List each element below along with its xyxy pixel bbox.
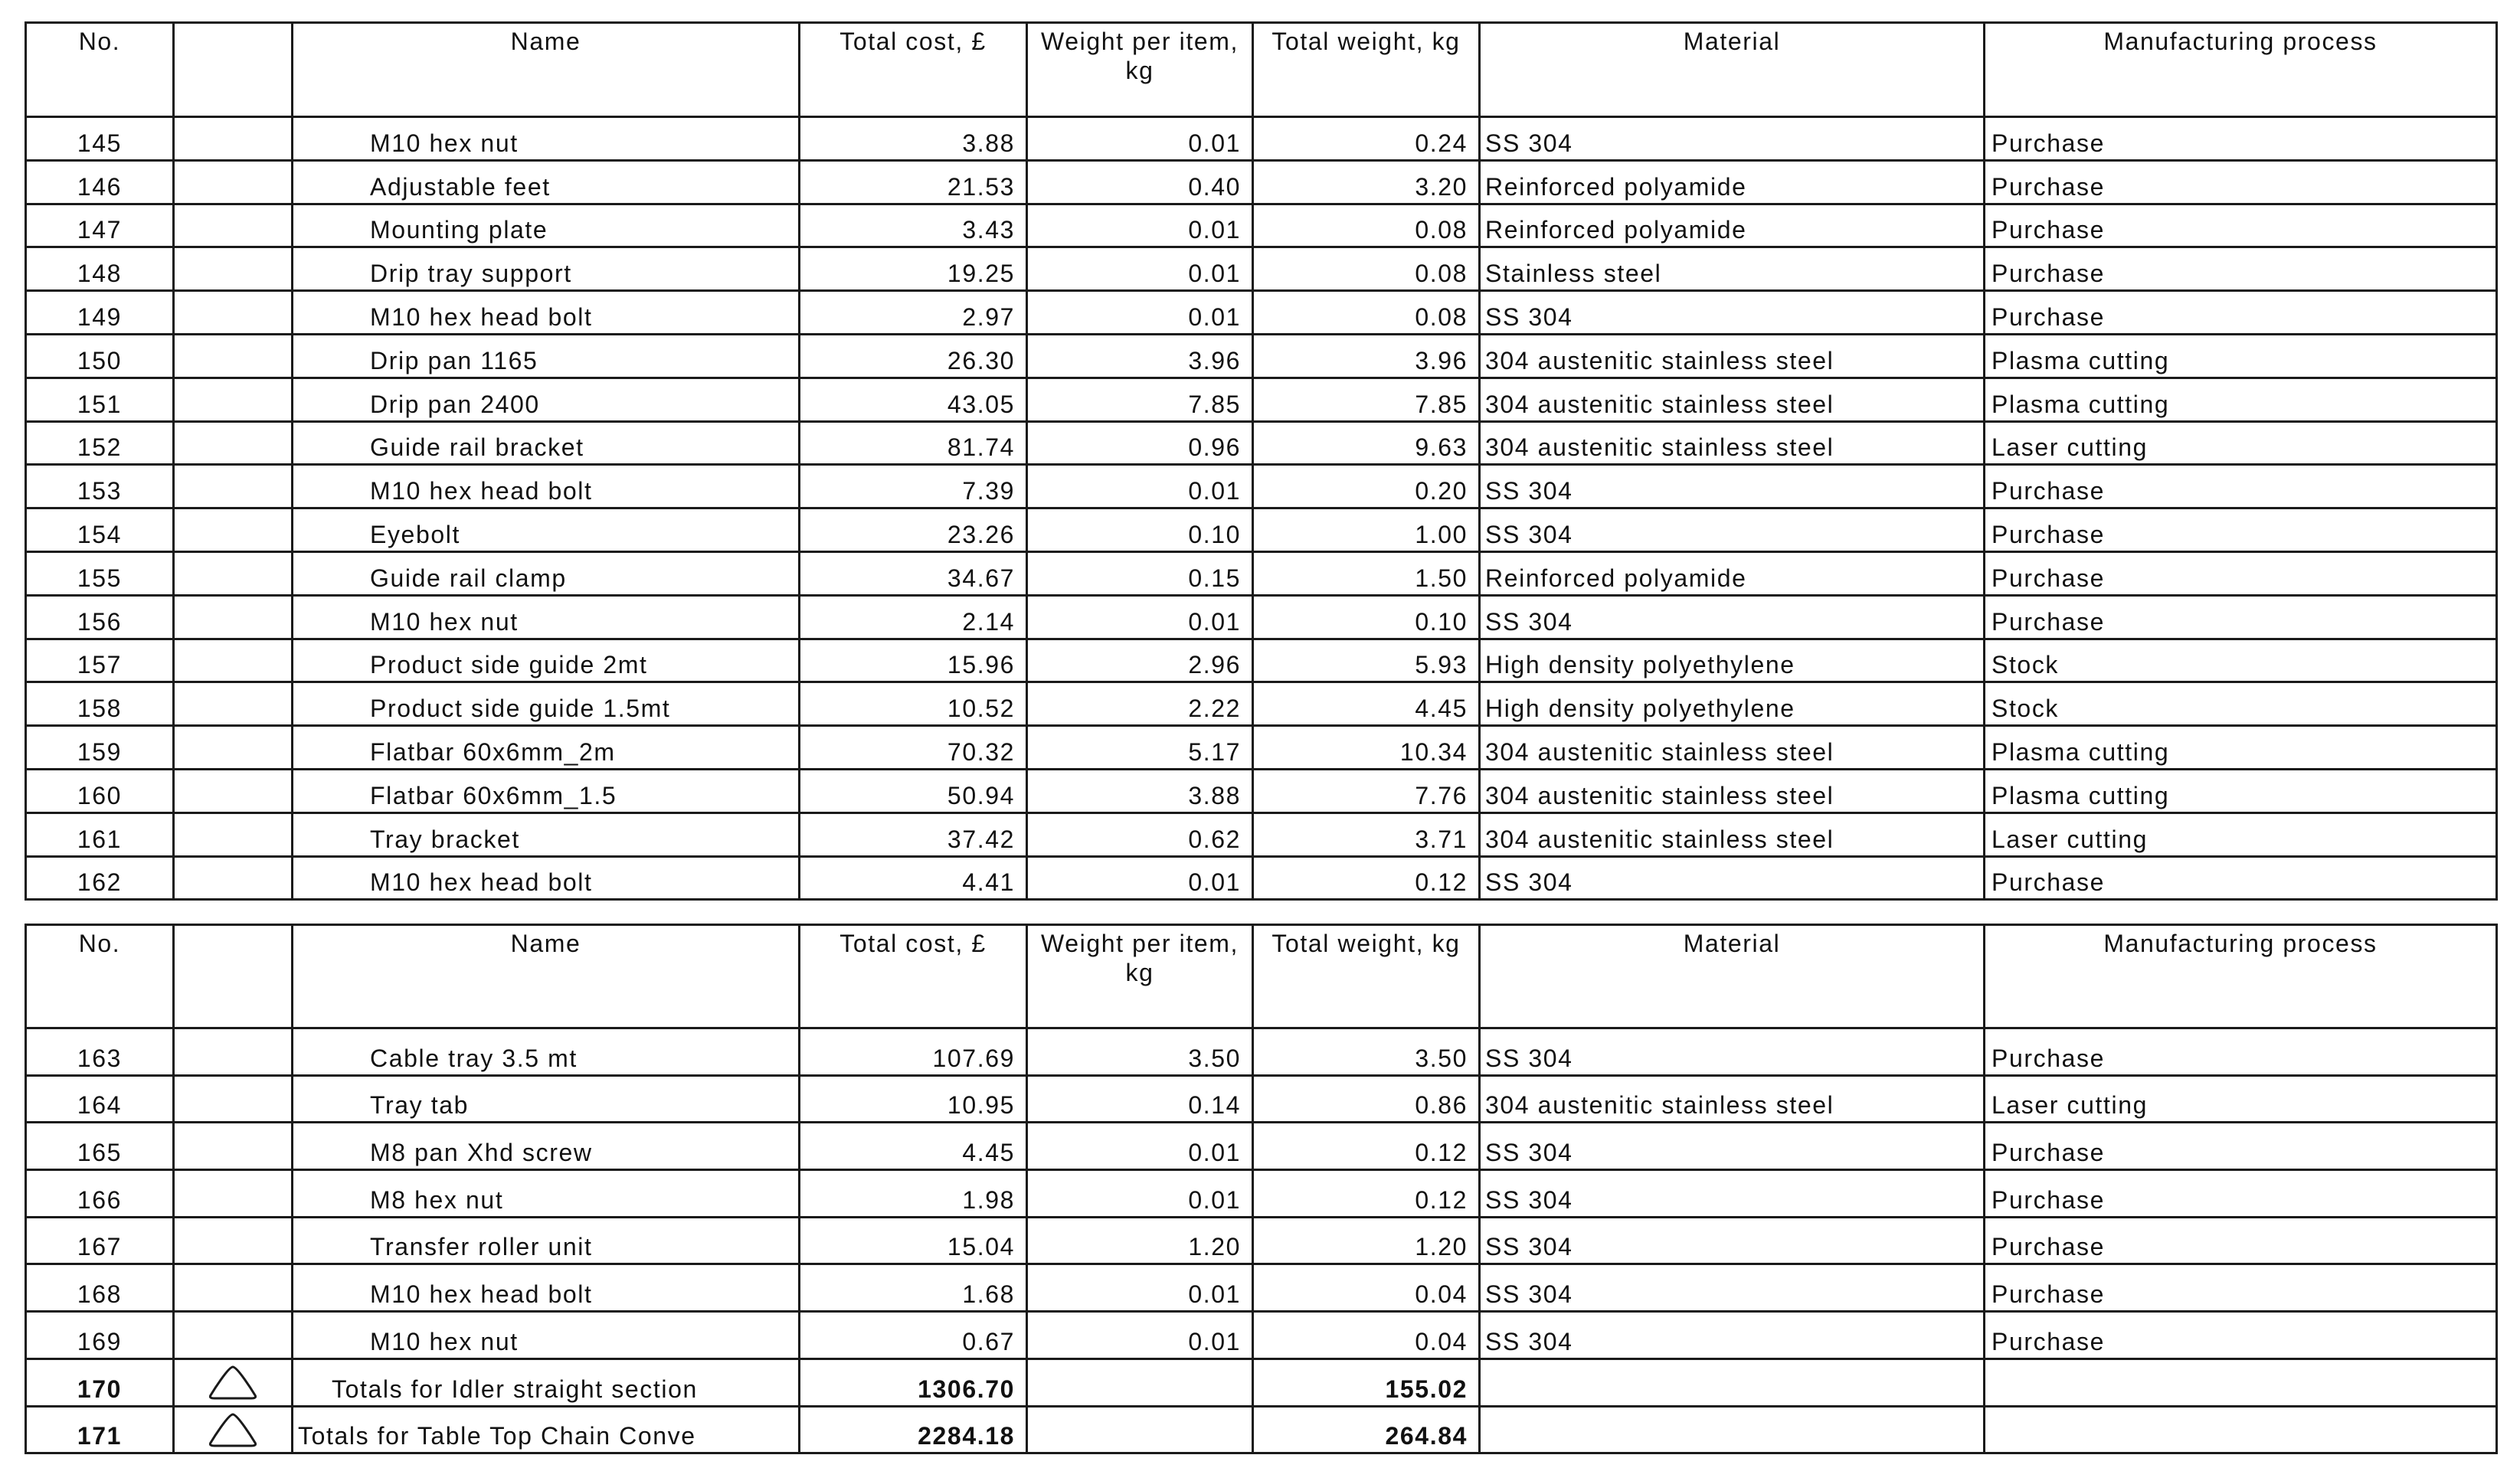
total-cost: 70.32 [800,726,1027,770]
item-number: 163 [26,1028,174,1076]
weight-per-item: 0.01 [1027,1170,1253,1218]
symbol-cell [174,1123,293,1170]
total-weight: 0.12 [1253,1123,1480,1170]
table-header-row [26,925,2497,1028]
manufacturing-process: Laser cutting [1985,1075,2497,1123]
material: SS 304 [1480,1217,1985,1264]
total-cost: 1.98 [800,1170,1027,1218]
total-weight: 3.50 [1253,1028,1480,1076]
item-name: M10 hex head bolt [293,856,800,900]
material: Reinforced polyamide [1480,204,1985,247]
total-weight: 0.10 [1253,595,1480,639]
table-row [26,204,2497,247]
item-number: 150 [26,334,174,378]
total-weight: 7.76 [1253,769,1480,812]
header-process: Manufacturing process [1985,23,2497,117]
manufacturing-process: Purchase [1985,551,2497,595]
total-weight: 4.45 [1253,682,1480,726]
item-name: Drip pan 2400 [293,378,800,421]
item-name: M10 hex nut [293,1312,800,1359]
symbol-cell [174,117,293,161]
manufacturing-process: Purchase [1985,1028,2497,1076]
item-number: 171 [26,1406,174,1453]
total-weight: 1.00 [1253,508,1480,552]
material: 304 austenitic stainless steel [1480,812,1985,856]
header-material: Material [1480,23,1985,117]
weight-per-item: 0.10 [1027,508,1253,552]
total-weight: 3.96 [1253,334,1480,378]
total-cost: 2.97 [800,291,1027,335]
manufacturing-process [1985,1406,2497,1453]
total-weight: 3.20 [1253,160,1480,204]
table-row [26,117,2497,161]
table-row [26,378,2497,421]
symbol-cell [174,160,293,204]
total-weight: 0.20 [1253,465,1480,508]
item-number: 160 [26,769,174,812]
header-material: Material [1480,925,1985,1028]
table-row [26,1170,2497,1218]
total-cost: 15.04 [800,1217,1027,1264]
table-row [26,812,2497,856]
manufacturing-process: Purchase [1985,1312,2497,1359]
table-row [26,856,2497,900]
item-name: M8 pan Xhd screw [293,1123,800,1170]
header-no: No. [26,925,174,1028]
assembly-icon [174,1358,293,1406]
total-weight: 1.20 [1253,1217,1480,1264]
material: Stainless steel [1480,247,1985,291]
weight-per-item: 3.50 [1027,1028,1253,1076]
total-cost: 21.53 [800,160,1027,204]
item-number: 151 [26,378,174,421]
item-number: 168 [26,1264,174,1312]
item-number: 159 [26,726,174,770]
total-cost: 4.41 [800,856,1027,900]
header-weight-per-item: Weight per item, kg [1027,23,1253,117]
weight-per-item: 0.40 [1027,160,1253,204]
item-name: Product side guide 2mt [293,639,800,682]
item-name: Adjustable feet [293,160,800,204]
weight-per-item: 0.01 [1027,247,1253,291]
total-cost: 34.67 [800,551,1027,595]
header-symbol [174,23,293,117]
total-cost: 19.25 [800,247,1027,291]
item-number: 156 [26,595,174,639]
total-cost: 10.52 [800,682,1027,726]
manufacturing-process: Purchase [1985,117,2497,161]
symbol-cell [174,1075,293,1123]
material: 304 austenitic stainless steel [1480,769,1985,812]
item-name: Cable tray 3.5 mt [293,1028,800,1076]
assembly-icon [174,1406,293,1453]
total-weight: 7.85 [1253,378,1480,421]
manufacturing-process: Purchase [1985,204,2497,247]
symbol-cell [174,204,293,247]
total-cost: 4.45 [800,1123,1027,1170]
item-name: M10 hex head bolt [293,465,800,508]
item-number: 170 [26,1358,174,1406]
header-symbol [174,925,293,1028]
symbol-cell [174,856,293,900]
weight-per-item: 3.96 [1027,334,1253,378]
item-number: 165 [26,1123,174,1170]
weight-per-item: 0.15 [1027,551,1253,595]
item-number: 148 [26,247,174,291]
symbol-cell [174,465,293,508]
symbol-cell [174,1028,293,1076]
table-row [26,508,2497,552]
material: SS 304 [1480,1264,1985,1312]
table-row [26,1075,2497,1123]
material: SS 304 [1480,1028,1985,1076]
total-cost: 10.95 [800,1075,1027,1123]
item-number: 145 [26,117,174,161]
item-name: Eyebolt [293,508,800,552]
manufacturing-process: Purchase [1985,1264,2497,1312]
item-name: Mounting plate [293,204,800,247]
weight-per-item: 3.88 [1027,769,1253,812]
symbol-cell [174,595,293,639]
total-weight: 1.50 [1253,551,1480,595]
total-weight: 5.93 [1253,639,1480,682]
table-row [26,334,2497,378]
symbol-cell [174,769,293,812]
total-cost: 43.05 [800,378,1027,421]
material: SS 304 [1480,1123,1985,1170]
material: SS 304 [1480,465,1985,508]
material: High density polyethylene [1480,639,1985,682]
manufacturing-process: Purchase [1985,291,2497,335]
total-cost: 107.69 [800,1028,1027,1076]
manufacturing-process: Purchase [1985,1217,2497,1264]
item-name: Tray bracket [293,812,800,856]
manufacturing-process: Purchase [1985,1170,2497,1218]
weight-per-item: 0.14 [1027,1075,1253,1123]
table-2-body [26,1028,2497,1453]
table-row [26,682,2497,726]
item-name: Flatbar 60x6mm_1.5 [293,769,800,812]
item-number: 158 [26,682,174,726]
weight-per-item [1027,1358,1253,1406]
item-name: Drip pan 1165 [293,334,800,378]
manufacturing-process: Stock [1985,682,2497,726]
weight-per-item: 2.22 [1027,682,1253,726]
totals-row [26,1406,2497,1453]
material: SS 304 [1480,508,1985,552]
item-number: 161 [26,812,174,856]
weight-per-item: 0.01 [1027,204,1253,247]
weight-per-item: 0.01 [1027,465,1253,508]
table-row [26,595,2497,639]
symbol-cell [174,812,293,856]
manufacturing-process: Plasma cutting [1985,378,2497,421]
total-weight: 264.84 [1253,1406,1480,1453]
total-cost: 81.74 [800,421,1027,465]
symbol-cell [174,508,293,552]
symbol-cell [174,551,293,595]
table-row [26,726,2497,770]
item-number: 149 [26,291,174,335]
table-row [26,639,2497,682]
manufacturing-process: Laser cutting [1985,421,2497,465]
symbol-cell [174,247,293,291]
header-weight-per-item: Weight per item, kg [1027,925,1253,1028]
symbol-cell [174,726,293,770]
weight-per-item: 0.01 [1027,1264,1253,1312]
symbol-cell [174,1264,293,1312]
total-cost: 23.26 [800,508,1027,552]
symbol-cell [174,291,293,335]
item-name: M10 hex head bolt [293,291,800,335]
item-number: 155 [26,551,174,595]
total-weight: 0.12 [1253,856,1480,900]
header-no: No. [26,23,174,117]
item-name: Product side guide 1.5mt [293,682,800,726]
table-row [26,1028,2497,1076]
material: SS 304 [1480,1170,1985,1218]
material: 304 austenitic stainless steel [1480,334,1985,378]
table-row [26,1264,2497,1312]
weight-per-item: 0.01 [1027,291,1253,335]
total-cost: 37.42 [800,812,1027,856]
manufacturing-process: Plasma cutting [1985,769,2497,812]
table-row [26,551,2497,595]
total-weight: 0.86 [1253,1075,1480,1123]
table-row [26,769,2497,812]
material [1480,1406,1985,1453]
item-number: 157 [26,639,174,682]
item-number: 154 [26,508,174,552]
totals-row [26,1358,2497,1406]
total-weight: 0.12 [1253,1170,1480,1218]
weight-per-item: 0.62 [1027,812,1253,856]
total-weight: 0.08 [1253,204,1480,247]
weight-per-item: 7.85 [1027,378,1253,421]
manufacturing-process: Purchase [1985,595,2497,639]
item-name: M8 hex nut [293,1170,800,1218]
weight-per-item: 0.01 [1027,1123,1253,1170]
total-cost: 50.94 [800,769,1027,812]
total-cost: 7.39 [800,465,1027,508]
material: 304 austenitic stainless steel [1480,726,1985,770]
symbol-cell [174,1217,293,1264]
weight-per-item: 1.20 [1027,1217,1253,1264]
material [1480,1358,1985,1406]
weight-per-item: 2.96 [1027,639,1253,682]
total-weight: 0.04 [1253,1312,1480,1359]
header-name: Name [293,925,800,1028]
manufacturing-process: Purchase [1985,508,2497,552]
header-total-weight: Total weight, kg [1253,23,1480,117]
weight-per-item: 0.01 [1027,1312,1253,1359]
total-weight: 9.63 [1253,421,1480,465]
material: High density polyethylene [1480,682,1985,726]
item-name: Transfer roller unit [293,1217,800,1264]
item-number: 147 [26,204,174,247]
total-weight: 0.08 [1253,247,1480,291]
item-number: 166 [26,1170,174,1218]
item-name: Guide rail clamp [293,551,800,595]
symbol-cell [174,378,293,421]
header-total-weight: Total weight, kg [1253,925,1480,1028]
header-total-cost: Total cost, £ [800,925,1027,1028]
table-header-row [26,23,2497,117]
material: 304 austenitic stainless steel [1480,1075,1985,1123]
total-cost: 2.14 [800,595,1027,639]
symbol-cell [174,334,293,378]
material: 304 austenitic stainless steel [1480,421,1985,465]
totals-label: Totals for Idler straight section [293,1358,800,1406]
manufacturing-process: Plasma cutting [1985,334,2497,378]
table-row [26,421,2497,465]
weight-per-item: 0.96 [1027,421,1253,465]
item-name: Drip tray support [293,247,800,291]
header-process: Manufacturing process [1985,925,2497,1028]
manufacturing-process: Stock [1985,639,2497,682]
bom-table-2 [25,924,2498,1454]
total-cost: 2284.18 [800,1406,1027,1453]
total-cost: 0.67 [800,1312,1027,1359]
item-name: Flatbar 60x6mm_2m [293,726,800,770]
total-weight: 0.04 [1253,1264,1480,1312]
weight-per-item: 0.01 [1027,595,1253,639]
item-name: M10 hex nut [293,595,800,639]
material: Reinforced polyamide [1480,160,1985,204]
table-row [26,160,2497,204]
manufacturing-process: Purchase [1985,160,2497,204]
total-weight: 0.08 [1253,291,1480,335]
manufacturing-process: Purchase [1985,247,2497,291]
total-weight: 0.24 [1253,117,1480,161]
material: SS 304 [1480,1312,1985,1359]
material: 304 austenitic stainless steel [1480,378,1985,421]
weight-per-item: 0.01 [1027,856,1253,900]
symbol-cell [174,1312,293,1359]
total-cost: 1306.70 [800,1358,1027,1406]
total-cost: 3.88 [800,117,1027,161]
item-name: M10 hex nut [293,117,800,161]
header-total-cost: Total cost, £ [800,23,1027,117]
table-row [26,247,2497,291]
material: Reinforced polyamide [1480,551,1985,595]
total-cost: 15.96 [800,639,1027,682]
table-row [26,1217,2497,1264]
table-1-body [26,117,2497,900]
manufacturing-process [1985,1358,2497,1406]
total-weight: 10.34 [1253,726,1480,770]
item-number: 164 [26,1075,174,1123]
item-number: 167 [26,1217,174,1264]
symbol-cell [174,682,293,726]
material: SS 304 [1480,117,1985,161]
item-number: 152 [26,421,174,465]
table-row [26,465,2497,508]
item-name: Tray tab [293,1075,800,1123]
bom-table-1 [25,21,2498,901]
symbol-cell [174,421,293,465]
total-cost: 26.30 [800,334,1027,378]
weight-per-item: 0.01 [1027,117,1253,161]
item-name: M10 hex head bolt [293,1264,800,1312]
manufacturing-process: Purchase [1985,1123,2497,1170]
manufacturing-process: Purchase [1985,465,2497,508]
table-row [26,1123,2497,1170]
header-name: Name [293,23,800,117]
totals-label: Totals for Table Top Chain Conve [293,1406,800,1453]
weight-per-item: 5.17 [1027,726,1253,770]
material: SS 304 [1480,595,1985,639]
item-number: 153 [26,465,174,508]
item-number: 162 [26,856,174,900]
total-cost: 3.43 [800,204,1027,247]
item-number: 169 [26,1312,174,1359]
item-number: 146 [26,160,174,204]
total-cost: 1.68 [800,1264,1027,1312]
material: SS 304 [1480,291,1985,335]
symbol-cell [174,639,293,682]
material: SS 304 [1480,856,1985,900]
total-weight: 155.02 [1253,1358,1480,1406]
manufacturing-process: Laser cutting [1985,812,2497,856]
table-row [26,1312,2497,1359]
item-name: Guide rail bracket [293,421,800,465]
manufacturing-process: Plasma cutting [1985,726,2497,770]
symbol-cell [174,1170,293,1218]
total-weight: 3.71 [1253,812,1480,856]
weight-per-item [1027,1406,1253,1453]
manufacturing-process: Purchase [1985,856,2497,900]
table-row [26,291,2497,335]
